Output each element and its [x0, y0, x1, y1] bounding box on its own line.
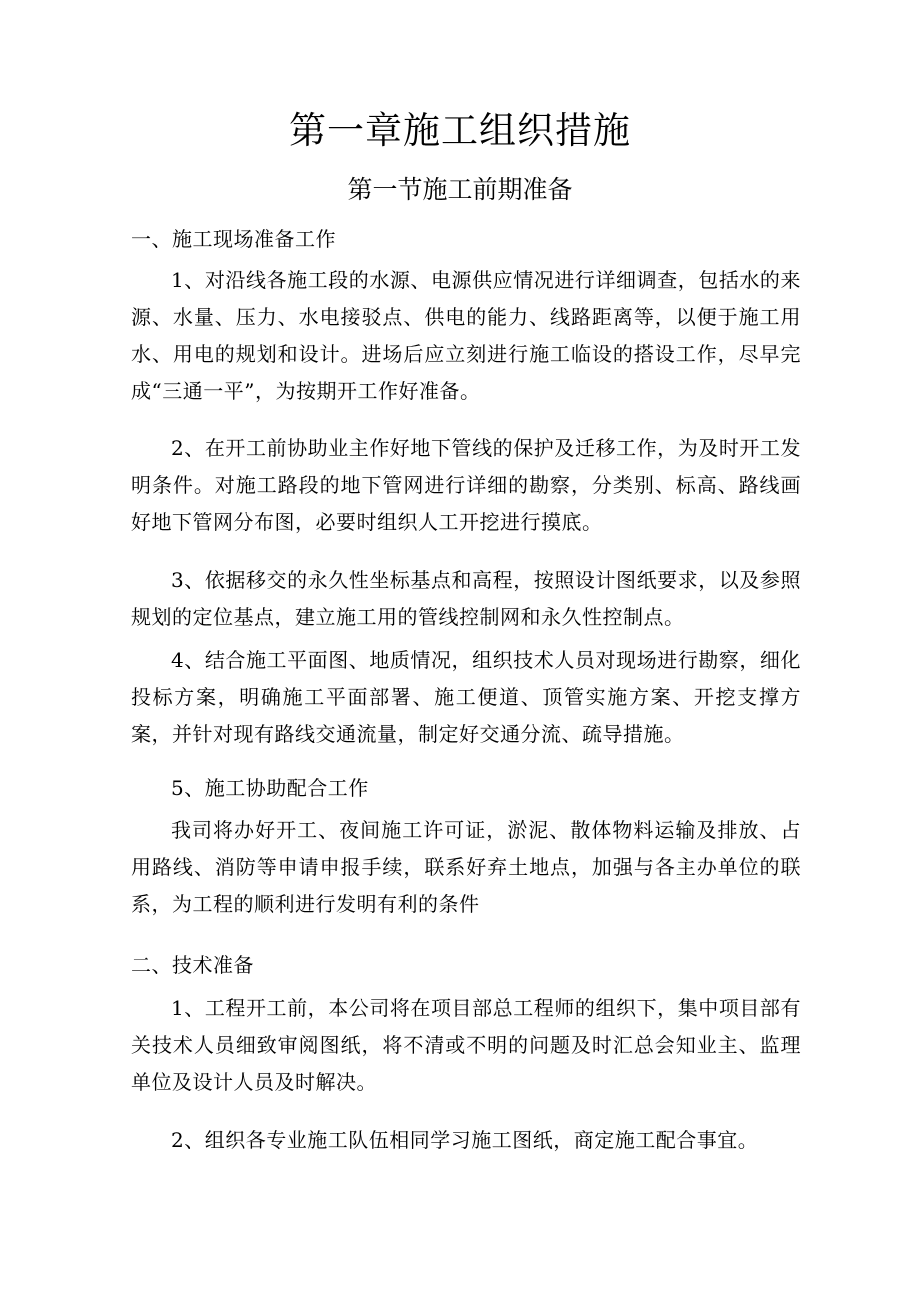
heading-site-preparation: 一、施工现场准备工作: [131, 227, 336, 251]
paragraph-control-network: 3、依据移交的永久性坐标基点和高程，按照设计图纸要求，以及参照规划的定位基点，建立施工用的管线控制网和永久性控制点。: [131, 568, 801, 629]
paragraph-drawing-review: 1、工程开工前，本公司将在项目部总工程师的组织下，集中项目部有关技术人员细致审阅图纸，将不清或不明的问题及时汇总会知业主、监理单位及设计人员及时解决。: [131, 996, 801, 1094]
paragraph-site-survey: 4、结合施工平面图、地质情况，组织技术人员对现场进行勘察，细化投标方案，明确施工平面部署、施工便道、顶管实施方案、开挖支撑方案，并针对现有路线交通流量，制定好交通分流、疏导措施。: [131, 648, 801, 746]
heading-technical-preparation: 二、技术准备: [131, 953, 254, 977]
section-title: 第一节施工前期准备: [347, 175, 573, 204]
paragraph-permits-procedures: 我司将办好开工、夜间施工许可证，淤泥、散体物料运输及排放、占用路线、消防等申请申报手续，联系好弃土地点，加强与各主办单位的联系，为工程的顺利进行发明有利的条件: [131, 818, 801, 916]
paragraph-water-power-survey: 1、对沿线各施工段的水源、电源供应情况进行详细调查，包括水的来源、水量、压力、水电接驳点、供电的能力、线路距离等，以便于施工用水、用电的规划和设计。进场后应立刻进行施工临设的搭设工作，尽早完成“三通一平”，为按期开工作好准备。: [131, 268, 801, 403]
chapter-title: 第一章施工组织措施: [289, 109, 631, 152]
paragraph-underground-pipelines: 2、在开工前协助业主作好地下管线的保护及迁移工作，为及时开工发明条件。对施工路段的地下管网进行详细的勘察，分类别、标高、路线画好地下管网分布图，必要时组织人工开挖进行摸底。: [131, 436, 801, 534]
paragraph-coordination-heading: 5、施工协助配合工作: [171, 776, 369, 800]
paragraph-team-study: 2、组织各专业施工队伍相同学习施工图纸，商定施工配合事宜。: [171, 1128, 759, 1152]
